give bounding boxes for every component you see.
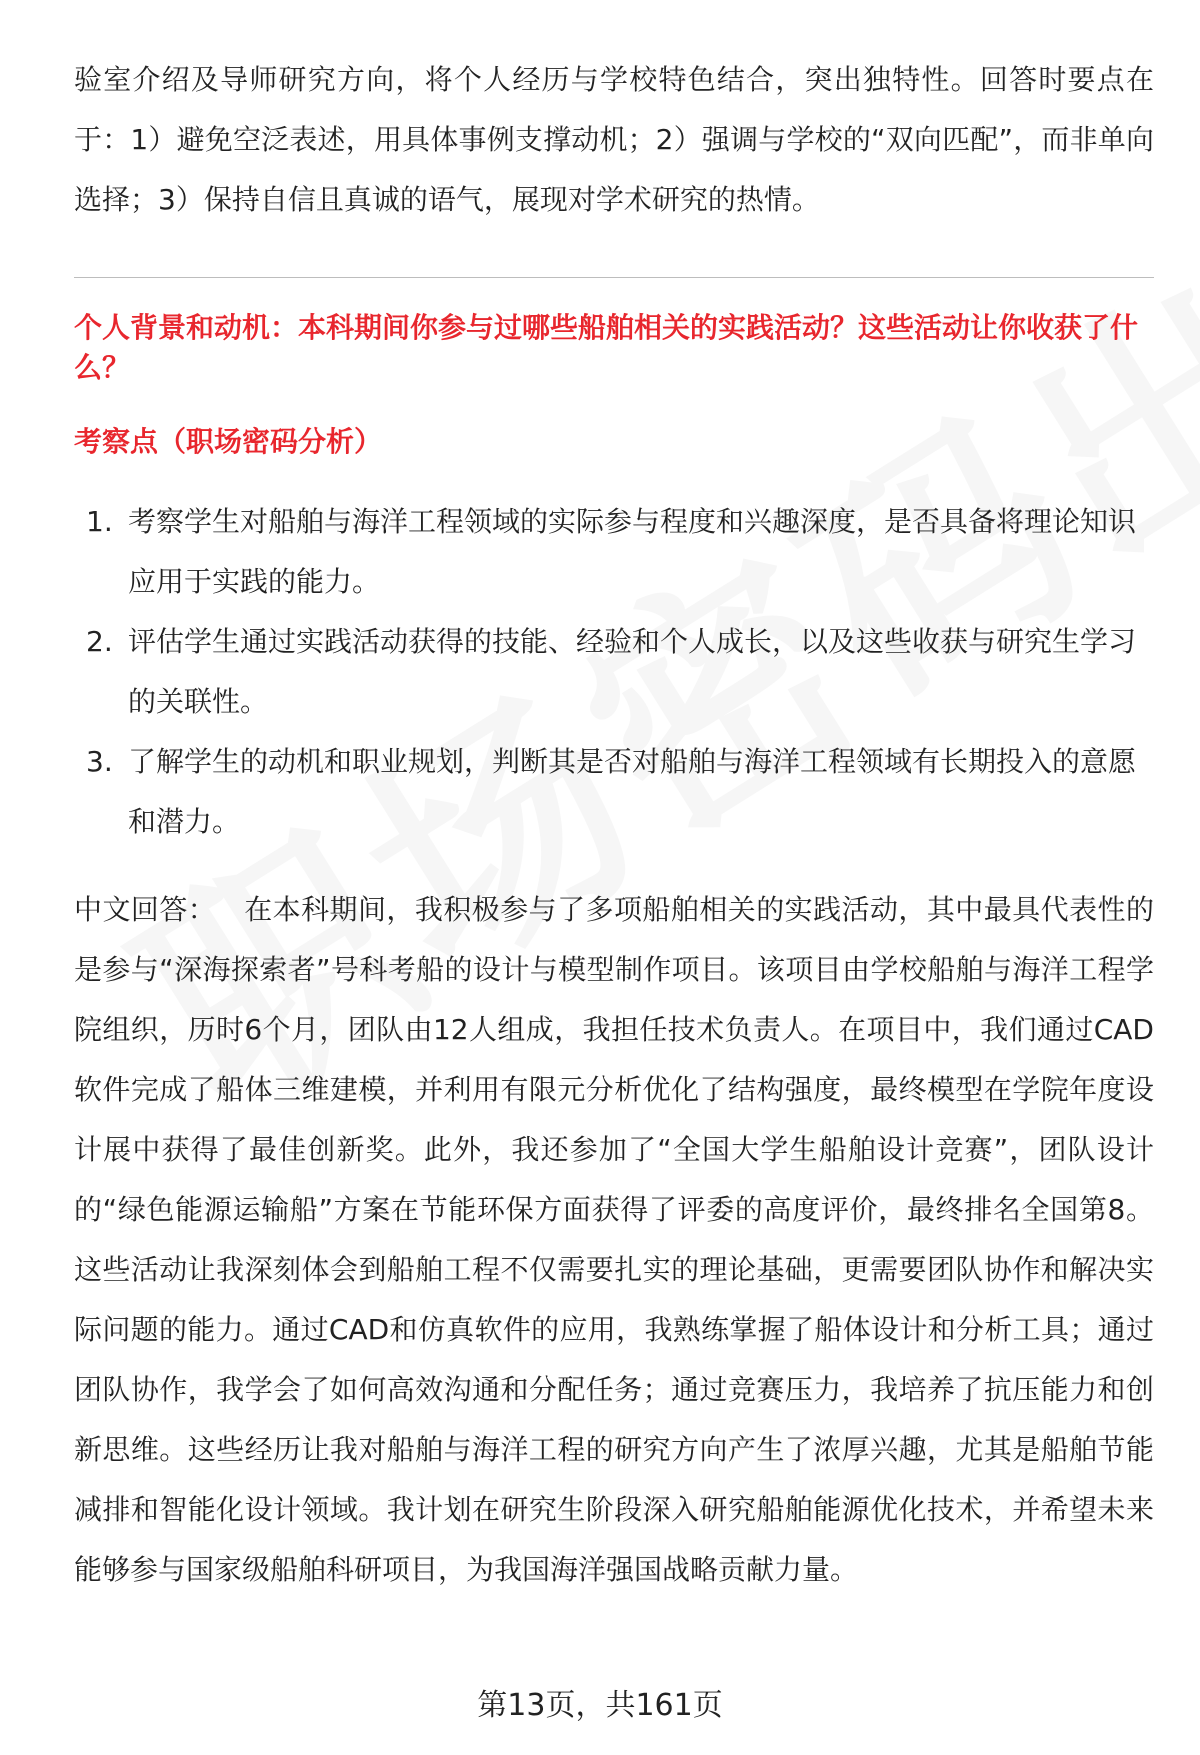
list-item-number: 2.: [86, 625, 113, 658]
analysis-list: [74, 492, 1154, 852]
answer-text: 在本科期间，我积极参与了多项船舶相关的实践活动，其中最具代表性的是参与“深海探索者”号科考船的设计与模型制作项目。该项目由学校船舶与海洋工程学院组织，历时6个月，团队由12人组成，我担任技术负责人。在项目中，我们通过CAD软件完成了船体三维建模，并利用有限元分析优化了结构强度，最终模型在学院年度设计展中获得了最佳创新奖。此外，我还参加了“全国大学生船舶设计竞赛”，团队设计的“绿色能源运输船”方案在节能环保方面获得了评委的高度评价，最终排名全国第8。这些活动让我深刻体会到船舶工程不仅需要扎实的理论基础，更需要团队协作和解决实际问题的能力。通过CAD和仿真软件的应用，我熟练掌握了船体设计和分析工具；通过团队协作，我学会了如何高效沟通和分配任务；通过竞赛压力，我培养了抗压能力和创新思维。这些经历让我对船舶与海洋工程的研究方向产生了浓厚兴趣，尤其是船舶节能减排和智能化设计领域。我计划在研究生阶段深入研究船舶能源优化技术，并希望未来能够参与国家级船舶科研项目，为我国海洋强国战略贡献力量。: [74, 893, 1154, 1586]
intro-paragraph: 验室介绍及导师研究方向，将个人经历与学校特色结合，突出独特性。回答时要点在于：1）避免空泛表述，用具体事例支撑动机；2）强调与学校的“双向匹配”，而非单向选择；3）保持自信且真诚的语气，展现对学术研究的热情。: [74, 63, 1154, 216]
section-divider: [74, 277, 1154, 278]
list-item: [74, 492, 1154, 612]
question-heading: 个人背景和动机：本科期间你参与过哪些船舶相关的实践活动？这些活动让你收获了什么？: [74, 311, 1139, 384]
analysis-heading: 考察点（职场密码分析）: [74, 425, 383, 458]
answer-label: 中文回答：: [74, 893, 217, 926]
list-item-text: 考察学生对船舶与海洋工程领域的实际参与程度和兴趣深度，是否具备将理论知识应用于实践的能力。: [128, 505, 1137, 598]
list-item: [74, 732, 1154, 852]
list-item-text: 了解学生的动机和职业规划，判断其是否对船舶与海洋工程领域有长期投入的意愿和潜力。: [128, 745, 1137, 838]
list-item: [74, 612, 1154, 732]
list-item-text: 评估学生通过实践活动获得的技能、经验和个人成长，以及这些收获与研究生学习的关联性。: [128, 625, 1137, 718]
page-number: 第13页，共161页: [477, 1688, 723, 1723]
answer-paragraph: [74, 880, 1154, 1600]
list-item-number: 1.: [86, 505, 113, 538]
list-item-number: 3.: [86, 745, 113, 778]
